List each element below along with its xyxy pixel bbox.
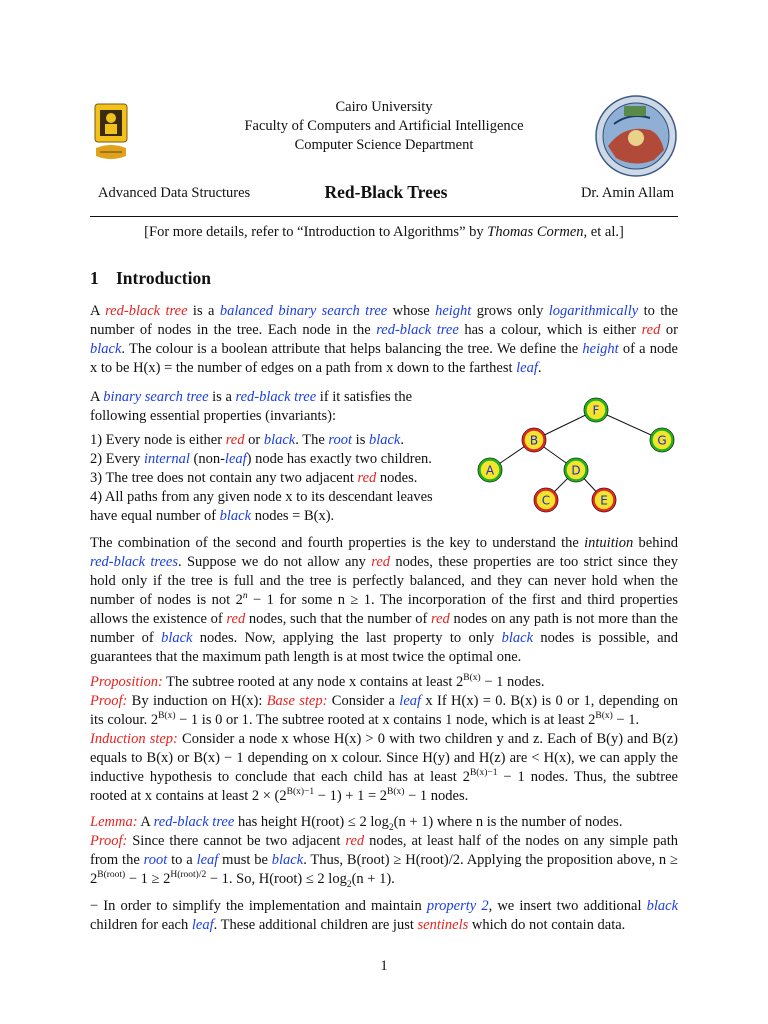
- tree-node-B: [522, 428, 546, 452]
- reference-note: [For more details, refer to “Introduction to Algorithms” by Thomas Cormen, et al.]: [144, 224, 624, 240]
- tree-node-label-D: D: [571, 463, 581, 478]
- section-heading: 1 Introduction: [90, 268, 211, 288]
- property-4: 4) All paths from any given node x to its descendant leaves have equal number of black nodes = B(x).: [90, 489, 433, 524]
- tree-node-label-C: C: [541, 493, 551, 508]
- tree-node-F: [584, 398, 608, 422]
- property-1: 1) Every node is either red or black. The root is black.: [90, 432, 404, 448]
- lemma-paragraph: Lemma: A red-black tree has height H(root) ≤ 2 $\log_2(n + 1)$ where n is the number of nodes. Proof: Since there cannot be two adjacent red nodes, at least half of the nodes on any simple path from the root to a leaf must be black. Thus, B(root) ≥ H(root)/2. Applying the proposition above, $n \ge 2^{B(root)} - 1 \ge 2^{H(root)/2} - 1$. So, H(root) ≤ 2 $\log_2(n + 1)$.: [90, 814, 678, 890]
- page-title: Red-Black Trees: [324, 182, 448, 202]
- intro-paragraph: A red-black tree is a balanced binary search tree whose height grows only logarithmically to the number of nodes in the tree. Each node in the red-black tree has a colour, which is either red or black. The colour is a boolean attribute that helps balancing the tree. We define the height of a node x to be H(x) = the number of edges on a path from x down to the farthest leaf.: [90, 303, 678, 376]
- tree-node-label-E: E: [600, 493, 608, 508]
- page-number: 1: [380, 958, 388, 974]
- tree-node-label-B: B: [529, 433, 539, 448]
- tree-node-label-F: F: [592, 403, 600, 418]
- tree-node-G: [650, 428, 674, 452]
- sentinel-paragraph: − In order to simplify the implementation and maintain property 2, we insert two additional black children for each leaf. These additional children are just sentinels which do not contain data.: [90, 898, 679, 933]
- tree-node-label-A: A: [485, 463, 495, 478]
- definition-paragraph: A binary search tree is a red-black tree if it satisfies the following essential properties (invariants):: [90, 389, 413, 424]
- university-name: Cairo University: [335, 99, 433, 115]
- property-2: 2) Every internal (non-leaf) node has exactly two children.: [90, 451, 432, 467]
- course-name: Advanced Data Structures: [98, 185, 251, 201]
- properties-list: [90, 431, 444, 526]
- tree-node-E: [592, 488, 616, 512]
- property-3: 3) The tree does not contain any two adjacent red nodes.: [90, 470, 418, 486]
- tree-node-label-G: G: [657, 433, 667, 448]
- tree-node-A: [478, 458, 502, 482]
- red-black-tree-figure: [470, 394, 680, 520]
- faculty-name: Faculty of Computers and Artificial Intelligence: [244, 118, 524, 134]
- author-name: Dr. Amin Allam: [580, 185, 674, 201]
- tree-node-C: [534, 488, 558, 512]
- proposition-paragraph: Proposition: The subtree rooted at any node x contains at least $2^{B(x)} - 1$ nodes. Proof: By induction on H(x): Base step: Consider a leaf x If H(x) = 0. B(x) is 0 or 1, depending on its colour. $2^{B(x)} - 1$ is 0 or 1. The subtree rooted at x contains 1 node, which is at least $2^{B(x)} - 1$. Induction step: Consider a node x whose H(x) > 0 with two children y and z. Each of B(y) and B(z) equals to B(x) or B(x) − 1 depending on x colour. Since H(y) and H(z) are < H(x), we can apply the inductive hypothesis to conclude that each child has at least $2^{B(x)-1} - 1$ nodes. Thus, the subtree rooted at x contains at least $2 \times (2^{B(x)-1} - 1) + 1 = 2^{B(x)} - 1$ nodes.: [90, 673, 678, 804]
- department-name: Computer Science Department: [294, 137, 474, 153]
- tree-node-D: [564, 458, 588, 482]
- header-divider: [90, 216, 678, 217]
- intuition-paragraph: The combination of the second and fourth properties is the key to understand the intuition behind red-black trees. Suppose we do not allow any red nodes, these properties are too strict since they hold only if the tree is full and the tree is perfectly balanced, and they can never hold when the number of nodes is not $2^n - 1$ for some n ≥ 1. The incorporation of the first and third properties allows the existence of red nodes, such that the number of red nodes on any path is not more than the number of black nodes. Now, applying the last property to only black nodes is possible, and guarantees that the maximum path length is at most twice the optimal one.: [90, 535, 679, 665]
